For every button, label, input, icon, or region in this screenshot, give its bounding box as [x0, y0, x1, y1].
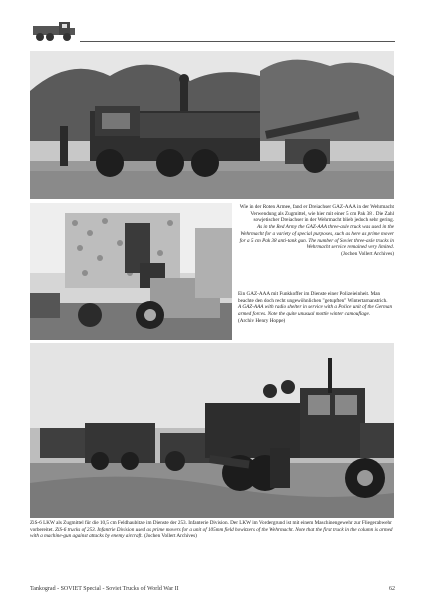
- caption-english: As in the Red Army the GAZ-AAA three-axle truck was used in the Wehrmacht for a variety of special purposes, such as here as prime mover for a 5 cm Pak 38 anti-tank gun. The number of Soviet three-axle trucks in Wehrmacht service remained very limited.: [239, 224, 394, 251]
- photo-gaz-aaa-pak38: [30, 51, 394, 199]
- page-number: 62: [389, 586, 395, 592]
- photo-credit: (Jochen Vollert Archives): [144, 533, 197, 540]
- caption-german: ZiS-6 LKW als Zugmittel für die 10,5 cm Feldhaubitze im Dienste der 253. Infanterie Division. Der LKW im Vordergrund ist mit einem Maschinengewehr zur Fliegerabwehr vorbereitet.: [30, 520, 392, 533]
- photo-credit: (Jochen Vollert Archives): [341, 250, 394, 257]
- caption-german: Wie in der Roten Armee, fand er Dreiachser GAZ-AAA in der Wehrmacht Verwendung als Zugmittel, wie hier mit einer 5 cm Pak 38 . Die Zahl sowjetischer Dreiachser in der Wehrmacht blieb jedoch sehr gering.: [239, 204, 394, 224]
- caption-german: Ein GAZ-AAA mit Funkkoffer im Dienste einer Polizeieinheit. Man beachte den doch recht ungewöhnlichen "getupften" Wintertarnanstrich.: [238, 291, 388, 304]
- photo-gaz-aaa-radio-shelter: [30, 203, 232, 340]
- photo3-caption: [30, 520, 394, 540]
- photo-zis6-column: [30, 343, 394, 518]
- photo2-caption: [238, 291, 394, 325]
- truck-logo: [31, 18, 77, 42]
- header-rule: [80, 41, 395, 42]
- photo1-caption: [238, 204, 394, 258]
- caption-english: ZiS-6 trucks of 253. Infantrie Division used as prime movers for a unit of 105mm field howitzers of the Wehrmacht. Note that the first truck in the column is armed with a machine-gun against attacks by enemy aircraft.: [30, 526, 393, 540]
- caption-english: A GAZ-AAA with radio shelter in service with a Police unit of the German armed forces. Note the quite unusual mottle winter camouflage.: [238, 304, 393, 318]
- footer-series-title: Tankograd - SOVIET Special - Soviet Trucks of World War II: [30, 586, 179, 592]
- photo-credit: (Archiv Henry Hoppe): [238, 317, 286, 324]
